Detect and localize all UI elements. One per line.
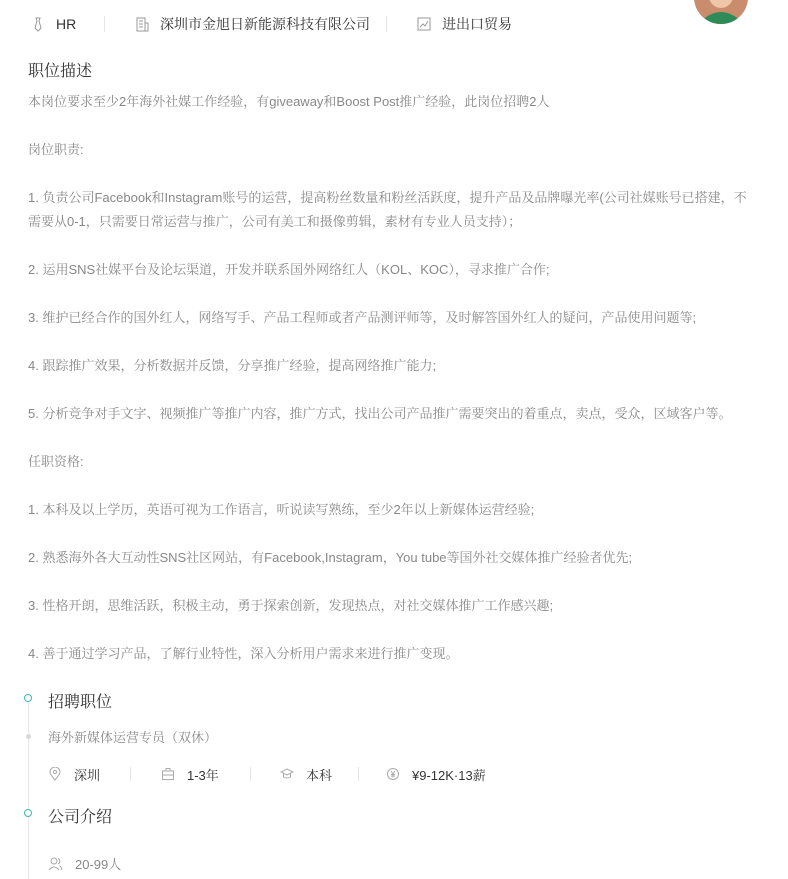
city-label: 深圳 <box>74 767 101 783</box>
graduation-cap-icon <box>280 767 294 781</box>
description-paragraph: 岗位职责: <box>28 142 84 157</box>
people-icon <box>48 856 63 871</box>
company-header-bar <box>0 0 788 48</box>
education-label: 本科 <box>306 767 333 783</box>
role-label: HR <box>56 16 77 32</box>
company-item[interactable] <box>134 14 370 34</box>
divider <box>386 16 387 32</box>
description-paragraph: 3. 性格开朗，思维活跃，积极主动，勇于探索创新，发现热点，对社交媒体推广工作感兴趣; <box>28 598 554 613</box>
tie-icon <box>30 16 46 32</box>
experience-item <box>161 764 219 784</box>
description-paragraph: 4. 善于通过学习产品，了解行业特性，深入分析用户需求来进行推广变现。 <box>28 646 459 661</box>
timeline-line <box>28 700 29 879</box>
salary-label: ¥9-12K·13薪 <box>412 767 486 783</box>
role-item <box>30 14 76 34</box>
industry-label: 进出口贸易 <box>442 16 512 32</box>
divider <box>104 16 105 32</box>
salary-item <box>386 764 486 784</box>
divider <box>130 767 131 781</box>
yuan-coin-icon <box>386 767 400 781</box>
divider <box>250 767 251 781</box>
location-pin-icon <box>48 767 62 781</box>
description-paragraph: 3. 维护已经合作的国外红人，网络写手、产品工程师或者产品测评师等，及时解答国外红人的疑问，产品使用问题等; <box>28 310 697 325</box>
chart-icon <box>416 16 432 32</box>
company-intro-title: 公司介绍 <box>48 809 113 826</box>
description-paragraph: 1. 本科及以上学历，英语可视为工作语言，听说读写熟练，至少2年以上新媒体运营经验; <box>28 502 535 517</box>
experience-label: 1-3年 <box>187 767 219 783</box>
job-description-title: 职位描述 <box>28 63 93 80</box>
company-size-label: 20-99人 <box>75 857 122 872</box>
description-paragraph: 2. 熟悉海外各大互动性SNS社区网站，有Facebook,Instagram，You tube等国外社交媒体推广经验者优先; <box>28 550 633 565</box>
education-item <box>280 764 332 784</box>
job-description-body <box>28 90 758 690</box>
timeline-dot <box>24 809 32 817</box>
recruiting-title: 招聘职位 <box>48 694 113 711</box>
timeline-dot <box>24 694 32 702</box>
job-name[interactable]: 海外新媒体运营专员（双休） <box>48 730 218 745</box>
avatar[interactable] <box>694 0 748 24</box>
avatar-image <box>694 0 748 24</box>
description-paragraph: 任职资格: <box>28 454 84 469</box>
city-item <box>48 764 100 784</box>
briefcase-icon <box>161 767 175 781</box>
description-paragraph: 2. 运用SNS社媒平台及论坛渠道，开发并联系国外网络红人（KOL、KOC），寻求推广合作; <box>28 262 550 277</box>
description-paragraph: 5. 分析竞争对手文字、视频推广等推广内容，推广方式，找出公司产品推广需要突出的着重点，卖点，受众，区域客户等。 <box>28 406 732 421</box>
building-icon <box>134 16 150 32</box>
divider <box>358 767 359 781</box>
company-size-item <box>48 854 121 873</box>
description-paragraph: 4. 跟踪推广效果，分析数据并反馈，分享推广经验，提高网络推广能力; <box>28 358 437 373</box>
industry-item <box>416 14 512 34</box>
description-paragraph: 本岗位要求至少2年海外社媒工作经验，有giveaway和Boost Post推广经验，此岗位招聘2人 <box>28 94 550 109</box>
company-name: 深圳市金旭日新能源科技有限公司 <box>160 16 370 32</box>
description-paragraph: 1. 负责公司Facebook和Instagram账号的运营，提高粉丝数量和粉丝活跃度，提升产品及品牌曝光率(公司社媒账号已搭建，不需要从0-1，只需要日常运营与推广，公司有美工和摄像剪辑，素材有专业人员支持）； <box>28 190 747 229</box>
timeline-dot-small <box>26 734 31 739</box>
